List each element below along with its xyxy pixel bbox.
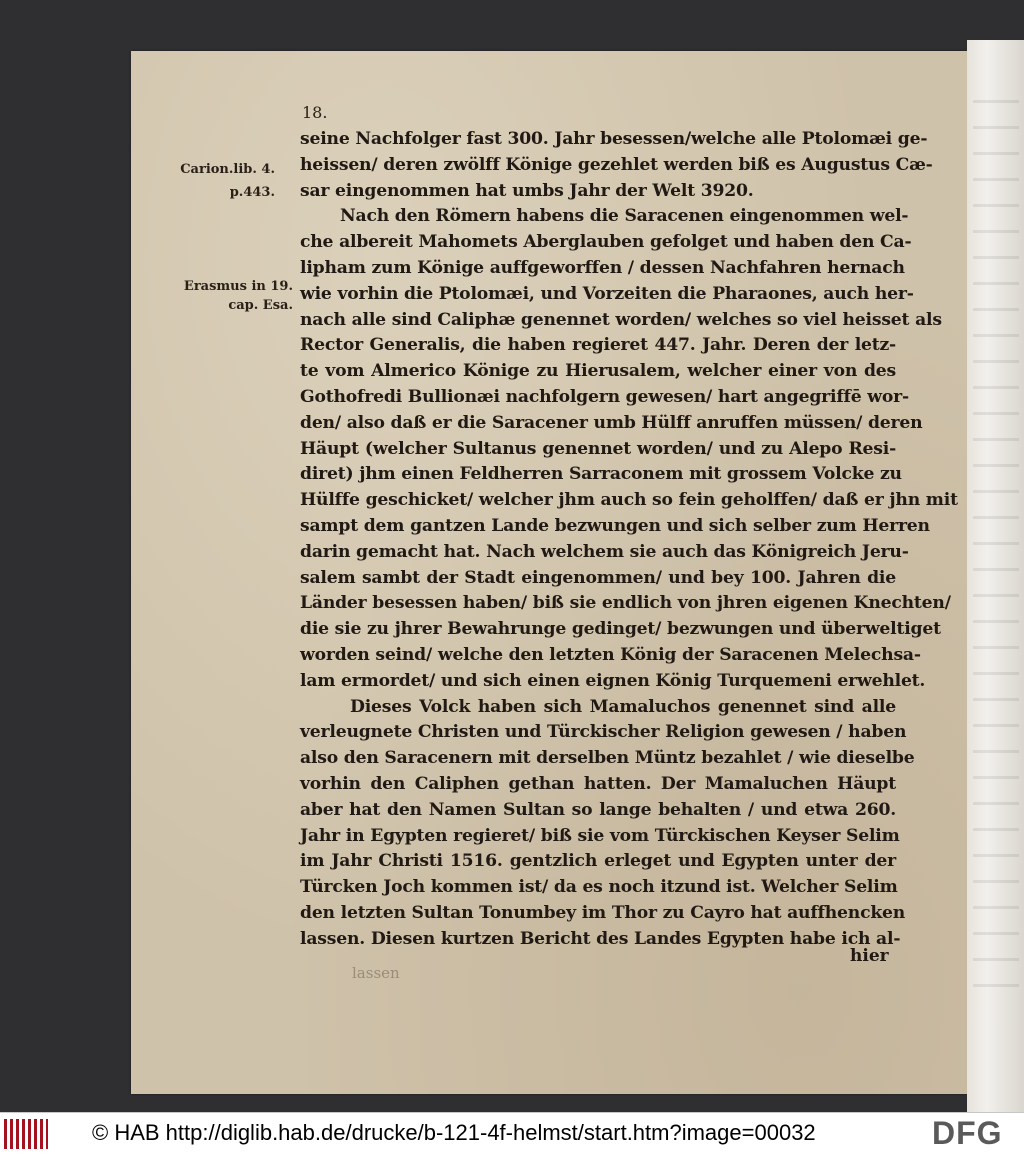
text-line: nach alle sind Caliphæ genennet worden/ welches so viel heisset als bbox=[300, 309, 942, 330]
text-line: lam ermordet/ und sich einen eignen König Turquemeni erwehlet. bbox=[300, 670, 926, 691]
text-line: Türcken Joch kommen ist/ da es noch itzund ist. Welcher Selim bbox=[300, 877, 898, 898]
text-line: lassen. Diesen kurtzen Bericht des Landes Egypten habe ich al- bbox=[300, 928, 901, 949]
next-page-edge bbox=[967, 40, 1024, 1112]
text-line: lipham zum Könige auffgeworffen / dessen Nachfahren hernach bbox=[300, 257, 905, 278]
text-line: che albereit Mahomets Aberglauben gefolget und haben den Ca- bbox=[300, 232, 912, 253]
text-line: Länder besessen haben/ biß sie endlich von jhren eigenen Knechten/ bbox=[300, 593, 951, 614]
hab-barcode-logo-icon[interactable] bbox=[4, 1119, 48, 1149]
copyright-url[interactable]: © HAB http://diglib.hab.de/drucke/b-121-4f-helmst/start.htm?image=00032 bbox=[92, 1120, 816, 1145]
text-line: Rector Generalis, die haben regieret 447. Jahr. Deren der letz- bbox=[300, 335, 896, 356]
text-line: Jahr in Egypten regieret/ biß sie vom Türckischen Keyser Selim bbox=[300, 825, 900, 846]
text-line: vorhin den Caliphen gethan hatten. Der Mamaluchen Häupt bbox=[300, 773, 896, 794]
text-line: Nach den Römern habens die Saracenen eingenommen wel- bbox=[340, 206, 909, 227]
margin-note-erasmus: Erasmus in 19. cap. Esa. bbox=[183, 279, 293, 313]
text-line: heissen/ deren zwölff Könige gezehlet werden biß es Augustus Cæ- bbox=[300, 154, 933, 175]
text-line: salem sambt der Stadt eingenommen/ und bey 100. Jahren die bbox=[300, 567, 896, 588]
text-line: aber hat den Namen Sultan so lange behalten / und etwa 260. bbox=[300, 799, 896, 820]
text-line: sampt dem gantzen Lande bezwungen und sich selber zum Herren bbox=[300, 515, 930, 536]
text-line: worden seind/ welche den letzten König der Saracenen Melechsa- bbox=[300, 644, 921, 665]
text-line: den/ also daß er die Saracener umb Hülff anruffen müssen/ deren bbox=[300, 412, 923, 433]
text-line: Hülffe geschicket/ welcher jhm auch so fein geholffen/ daß er jhn mit bbox=[300, 490, 958, 511]
text-line: also den Saracenern mit derselben Müntz bezahlet / wie dieselbe bbox=[300, 748, 915, 769]
text-line: verleugnete Christen und Türckischer Religion gewesen / haben bbox=[300, 722, 907, 743]
text-line: darin gemacht hat. Nach welchem sie auch das Königreich Jeru- bbox=[300, 541, 909, 562]
dfg-logo[interactable]: DFG bbox=[932, 1115, 1003, 1151]
text-line: sar eingenommen hat umbs Jahr der Welt 3920. bbox=[300, 180, 754, 201]
text-line: die sie zu jhrer Bewahrunge gedinget/ bezwungen und überweltiget bbox=[300, 619, 941, 640]
page-number: 18. bbox=[302, 103, 328, 122]
text-line: wie vorhin die Ptolomæi, und Vorzeiten die Pharaones, auch her- bbox=[300, 283, 914, 304]
body-text bbox=[300, 127, 958, 953]
text-line: Gothofredi Bullionæi nachfolgern gewesen/ hart angegriffē wor- bbox=[300, 386, 909, 407]
text-line: diret) jhm einen Feldherren Sarraconem mit grossem Volcke zu bbox=[300, 464, 902, 485]
margin-note-carion: Carion.lib. 4. p.443. bbox=[180, 162, 275, 200]
text-line: Dieses Volck haben sich Mamaluchos genennet sind alle bbox=[350, 696, 896, 717]
text-line: seine Nachfolger fast 300. Jahr besessen/welche alle Ptolomæi ge- bbox=[300, 129, 928, 149]
footer-bar bbox=[0, 1112, 1024, 1154]
text-line: te vom Almerico Könige zu Hierusalem, welcher einer von des bbox=[300, 361, 896, 382]
catchword: hier bbox=[850, 946, 889, 966]
bleed-through-text: lassen bbox=[352, 964, 400, 982]
text-line: den letzten Sultan Tonumbey im Thor zu Cayro hat auffhencken bbox=[300, 902, 906, 923]
text-line: im Jahr Christi 1516. gentzlich erleget und Egypten unter der bbox=[300, 851, 896, 872]
text-line: Häupt (welcher Sultanus genennet worden/ und zu Alepo Resi- bbox=[300, 438, 896, 459]
